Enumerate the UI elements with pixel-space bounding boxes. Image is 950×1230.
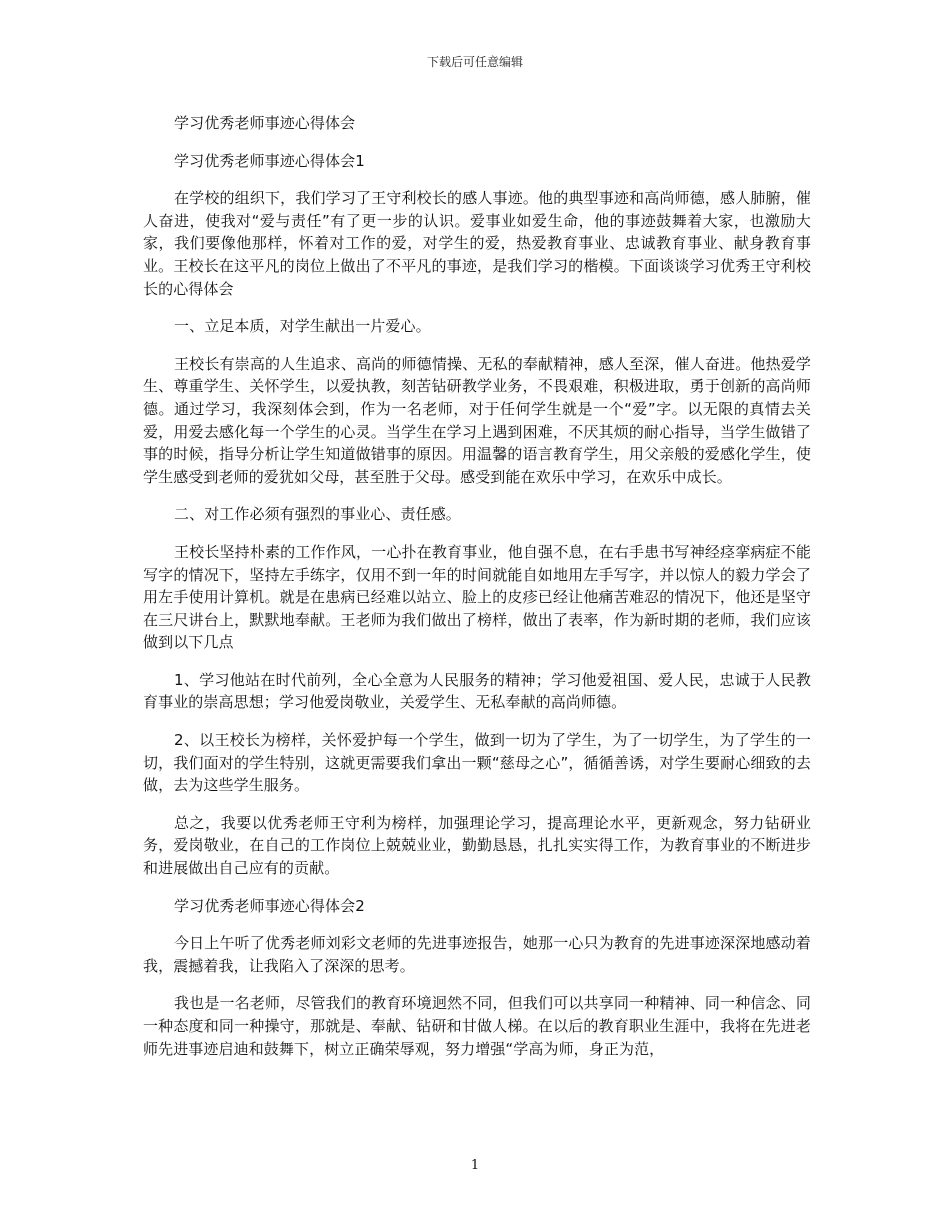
document-body	[143, 112, 811, 1075]
body-paragraph: 王校长有崇高的人生追求、高尚的师德情操、无私的奉献精神，感人至深，催人奋进。他热爱学生、尊重学生、关怀学生，以爱执教，刻苦钻研教学业务，不畏艰难，积极进取，勇于创新的高尚师德。通过学习，我深刻体会到，作为一名老师，对于任何学生就是一个“爱”字。以无限的真情去关爱，用爱去感化每一个学生的心灵。当学生在学习上遇到困难，不厌其烦的耐心指导，当学生做错了事的时候，指导分析让学生知道做错事的原因。用温馨的语言教育学生，用父亲般的爱感化学生，使学生感受到老师的爱犹如父母，甚至胜于父母。感受到能在欢乐中学习，在欢乐中成长。	[143, 354, 811, 486]
section-heading-1: 学习优秀老师事迹心得体会1	[174, 151, 365, 170]
body-paragraph: 我也是一名老师，尽管我们的教育环境迥然不同，但我们可以共享同一种精神、同一种信念、同一种态度和同一种操守，那就是、奉献、钻研和甘做人梯。在以后的教育职业生涯中，我将在先进老师先进事迹启迪和鼓舞下，树立正确荣辱观，努力增强“学高为师，身正为范，	[143, 994, 811, 1058]
body-paragraph: 今日上午听了优秀老师刘彩文老师的先进事迹报告，她那一心只为教育的先进事迹深深地感动着我，震撼着我，让我陷入了深深的思考。	[143, 934, 811, 975]
body-paragraph: 在学校的组织下，我们学习了王守利校长的感人事迹。他的典型事迹和高尚师德，感人肺腑，催人奋进，使我对“爱与责任”有了更一步的认识。爱事业如爱生命，他的事迹鼓舞着大家，也激励大家，我们要像他那样，怀着对工作的爱，对学生的爱，热爱教育事业、忠诚教育事业、献身教育事业。王校长在这平凡的岗位上做出了不平凡的事迹，是我们学习的楷模。下面谈谈学习优秀王守利校长的心得体会	[143, 189, 811, 298]
document-title: 学习优秀老师事迹心得体会	[174, 114, 356, 132]
subheading: 二、对工作必须有强烈的事业心、责任感。	[174, 505, 461, 524]
list-item: 2、以王校长为榜样，关怀爱护每一个学生，做到一切为了学生，为了一切学生，为了学生的一切，我们面对的学生特别，这就更需要我们拿出一颗“慈母之心”，循循善诱，对学生要耐心细致的去做，去为这些学生服务。	[143, 731, 811, 795]
subheading: 一、立足本质，对学生献出一片爱心。	[174, 317, 431, 336]
body-paragraph: 王校长坚持朴素的工作作风，一心扑在教育事业，他自强不息，在右手患书写神经痉挛病症不能写字的情况下，坚持左手练字，仅用不到一年的时间就能自如地用左手写字，并以惊人的毅力学会了用左手使用计算机。就是在患病已经难以站立、脸上的皮疹已经让他痛苦难忍的情况下，他还是坚守在三尺讲台上，默默地奉献。王老师为我们做出了榜样，做出了表率，作为新时期的老师，我们应该做到以下几点	[143, 542, 811, 652]
body-paragraph: 总之，我要以优秀老师王守利为榜样，加强理论学习，提高理论水平，更新观念，努力钻研业务，爱岗敬业，在自己的工作岗位上兢兢业业，勤勤恳恳，扎扎实实得工作，为教育事业的不断进步和进展做出自己应有的贡献。	[143, 813, 811, 878]
page-number: 1	[470, 1158, 480, 1173]
page-header: 下载后可任意编辑	[426, 55, 523, 69]
section-heading-2: 学习优秀老师事迹心得体会2	[174, 896, 365, 915]
list-item: 1、学习他站在时代前列，全心全意为人民服务的精神；学习他爱祖国、爱人民，忠诚于人民教育事业的崇高思想；学习他爱岗敬业，关爱学生、无私奉献的高尚师德。	[143, 670, 811, 712]
